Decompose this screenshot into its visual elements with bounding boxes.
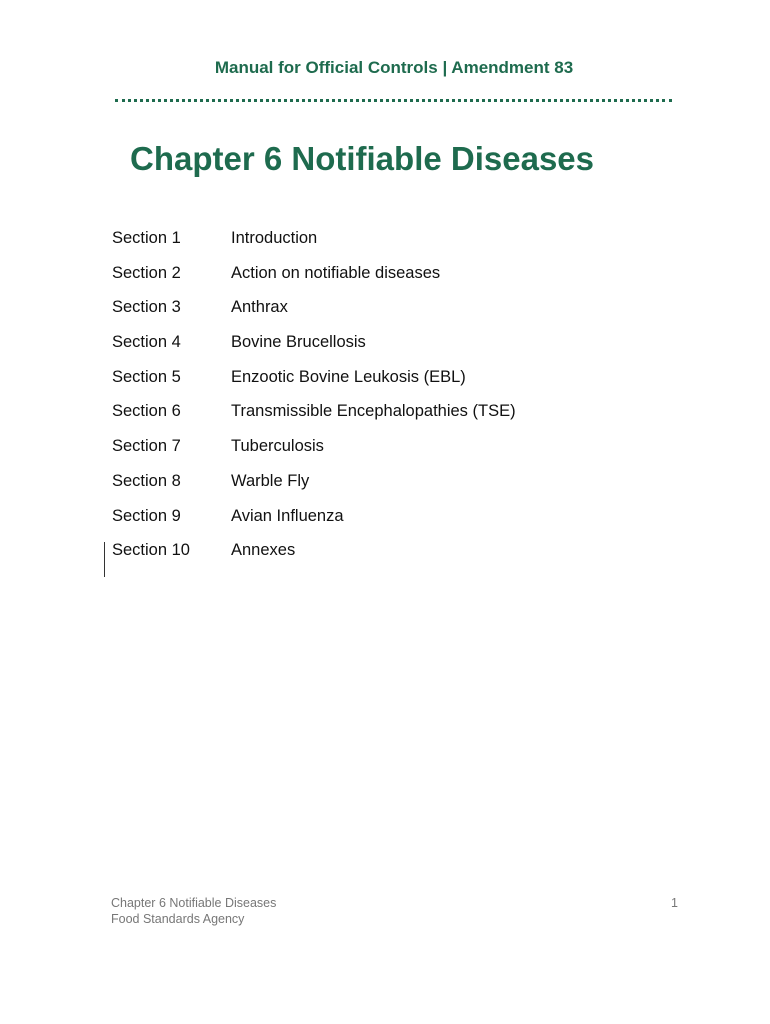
page-number: 1	[671, 896, 678, 910]
revision-change-bar	[104, 542, 105, 577]
toc-row	[112, 229, 672, 264]
toc-row	[112, 264, 672, 299]
toc-row	[112, 472, 672, 507]
toc-section-number: Section 2	[112, 263, 181, 282]
toc-section-title: Introduction	[231, 229, 318, 247]
toc-section-title: Annexes	[231, 541, 296, 560]
header-dotted-divider	[115, 99, 672, 102]
toc-section-number: Section 10	[112, 541, 190, 560]
toc-row	[112, 298, 672, 333]
toc-row	[112, 368, 672, 403]
chapter-title: Chapter 6 Notifiable Diseases	[130, 140, 594, 177]
toc-section-number: Section 4	[112, 333, 181, 352]
toc-row	[112, 437, 672, 472]
running-header: Manual for Official Controls | Amendment 83	[214, 58, 574, 77]
footer-organization: Food Standards Agency	[111, 912, 245, 926]
toc-section-title: Anthrax	[231, 298, 288, 317]
toc-row	[112, 402, 672, 437]
toc-section-number: Section 1	[112, 229, 181, 247]
toc-section-title: Action on notifiable diseases	[231, 263, 441, 282]
toc-row	[112, 333, 672, 368]
toc-section-number: Section 3	[112, 298, 181, 317]
toc-section-number: Section 5	[112, 367, 181, 386]
toc-section-number: Section 8	[112, 471, 181, 490]
footer-chapter-title: Chapter 6 Notifiable Diseases	[111, 896, 277, 910]
toc-section-title: Enzootic Bovine Leukosis (EBL)	[231, 367, 466, 386]
toc-section-title: Avian Influenza	[231, 506, 344, 525]
toc-section-title: Warble Fly	[231, 471, 310, 490]
toc-row	[112, 507, 672, 542]
toc-section-title: Tuberculosis	[231, 437, 324, 456]
page-footer	[111, 895, 678, 927]
toc-section-number: Section 9	[112, 506, 181, 525]
toc-section-title: Transmissible Encephalopathies (TSE)	[231, 402, 516, 421]
table-of-contents	[112, 229, 672, 576]
toc-section-number: Section 7	[112, 437, 181, 456]
toc-row	[112, 541, 672, 576]
toc-section-title: Bovine Brucellosis	[231, 333, 366, 352]
toc-section-number: Section 6	[112, 402, 181, 421]
